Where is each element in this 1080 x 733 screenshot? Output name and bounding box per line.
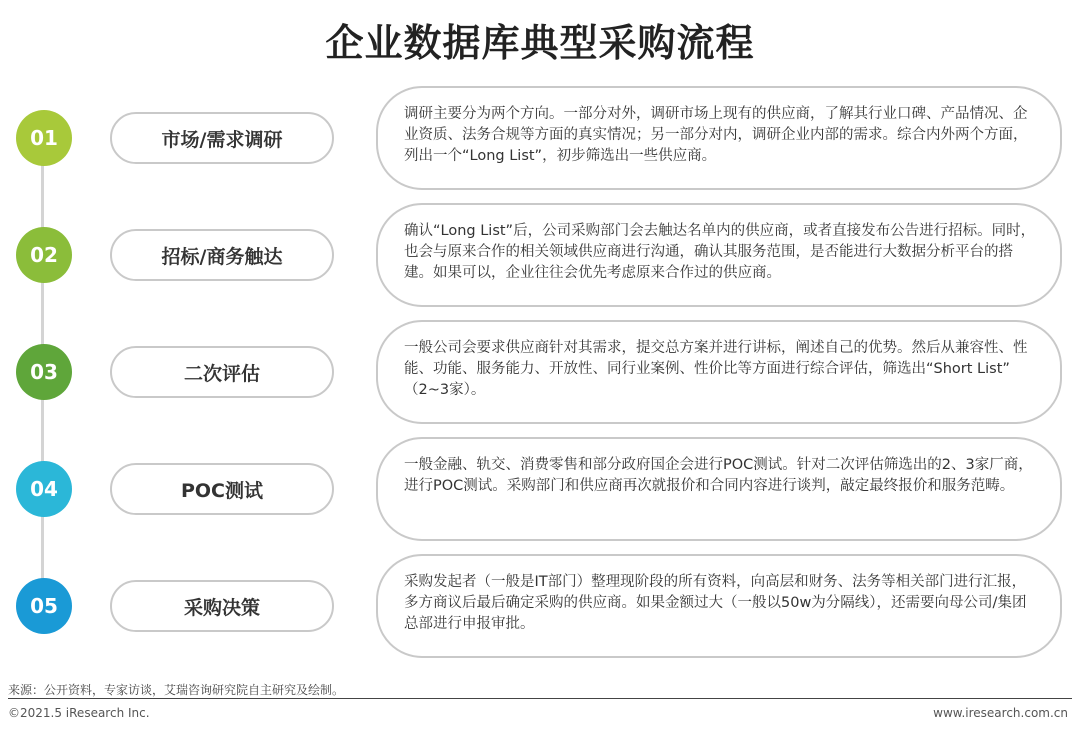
step-label: 二次评估: [110, 346, 334, 398]
step-number-badge: 04: [16, 461, 72, 517]
step-label: 市场/需求调研: [110, 112, 334, 164]
step-label: POC测试: [110, 463, 334, 515]
copyright-text: ©2021.5 iResearch Inc.: [8, 706, 150, 720]
step-number-badge: 03: [16, 344, 72, 400]
footer-divider: [8, 698, 1072, 699]
step-number-badge: 05: [16, 578, 72, 634]
step-description: 一般公司会要求供应商针对其需求，提交总方案并进行讲标，阐述自己的优势。然后从兼容性、性能、功能、服务能力、开放性、同行业案例、性价比等方面进行综合评估，筛选出“Short List” （2~3家）。: [376, 320, 1062, 424]
step-number-badge: 01: [16, 110, 72, 166]
step-number-badge: 02: [16, 227, 72, 283]
process-step-4: [0, 437, 1080, 547]
process-step-2: [0, 203, 1080, 313]
process-step-5: [0, 554, 1080, 664]
step-description: 确认“Long List”后，公司采购部门会去触达名单内的供应商，或者直接发布公告进行招标。同时，也会与原来合作的相关领域供应商进行沟通，确认其服务范围，是否能进行大数据分析平台的搭建。如果可以，企业往往会优先考虑原来合作过的供应商。: [376, 203, 1062, 307]
source-note: 来源：公开资料，专家访谈，艾瑞咨询研究院自主研究及绘制。: [8, 683, 345, 697]
step-description: 调研主要分为两个方向。一部分对外，调研市场上现有的供应商，了解其行业口碑、产品情况、企业资质、法务合规等方面的真实情况；另一部分对内，调研企业内部的需求。综合内外两个方面，列出一个“Long List”，初步筛选出一些供应商。: [376, 86, 1062, 190]
process-step-3: [0, 320, 1080, 430]
step-description: 采购发起者（一般是IT部门）整理现阶段的所有资料，向高层和财务、法务等相关部门进行汇报，多方商议后最后确定采购的供应商。如果金额过大（一般以50w为分隔线），还需要向母公司/集团总部进行申报审批。: [376, 554, 1062, 658]
step-label: 采购决策: [110, 580, 334, 632]
page-title: 企业数据库典型采购流程: [325, 21, 755, 65]
step-label: 招标/商务触达: [110, 229, 334, 281]
process-step-1: [0, 86, 1080, 196]
step-description: 一般金融、轨交、消费零售和部分政府国企会进行POC测试。针对二次评估筛选出的2、3家厂商，进行POC测试。采购部门和供应商再次就报价和合同内容进行谈判，敲定最终报价和服务范畴。: [376, 437, 1062, 541]
website-text: www.iresearch.com.cn: [933, 706, 1068, 720]
